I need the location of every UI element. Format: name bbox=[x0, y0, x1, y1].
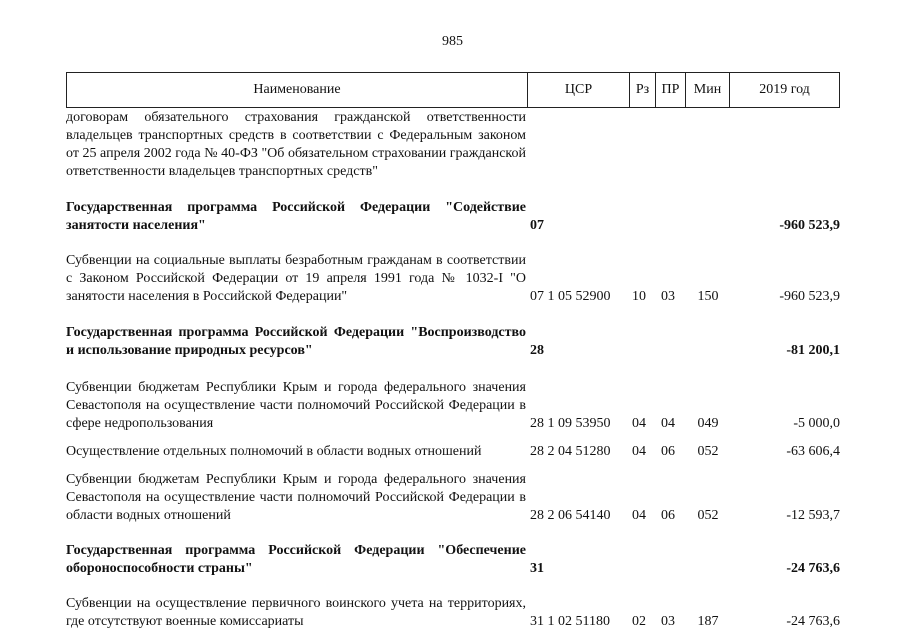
row-name: Государственная программа Российской Федерации "Обеспечение обороноспособности страны" bbox=[66, 543, 526, 576]
row-min: 150 bbox=[697, 289, 719, 304]
row-sum: -81 200,1 bbox=[786, 343, 840, 358]
table-row bbox=[66, 595, 840, 631]
row-pr: 03 bbox=[661, 289, 675, 304]
row-sum: -12 593,7 bbox=[786, 508, 840, 523]
table-row bbox=[66, 199, 840, 235]
table-row bbox=[66, 324, 840, 360]
row-sum: -960 523,9 bbox=[779, 289, 840, 304]
table-header bbox=[66, 72, 840, 108]
row-pr: 03 bbox=[661, 614, 675, 629]
row-name: Государственная программа Российской Федерации "Воспроизводство и использование природных ресурсов" bbox=[66, 325, 526, 358]
row-csr: 07 1 05 52900 bbox=[530, 289, 611, 304]
row-name: Субвенции бюджетам Республики Крым и города федерального значения Севастополя на осуществление части полномочий Российской Федерации в сфере недропользования bbox=[66, 380, 526, 431]
row-sum: -5 000,0 bbox=[793, 416, 840, 431]
row-name: Осуществление отдельных полномочий в области водных отношений bbox=[66, 444, 482, 459]
row-csr: 28 1 09 53950 bbox=[530, 416, 611, 431]
row-csr: 31 1 02 51180 bbox=[530, 614, 610, 629]
row-min: 052 bbox=[697, 508, 719, 523]
row-sum: -960 523,9 bbox=[779, 218, 840, 233]
header-rz: Рз bbox=[629, 73, 655, 107]
row-rz: 10 bbox=[632, 289, 646, 304]
table-row bbox=[66, 443, 840, 461]
table-row bbox=[66, 471, 840, 525]
row-csr: 31 bbox=[530, 561, 544, 576]
row-pr: 06 bbox=[661, 444, 675, 459]
row-sum: -63 606,4 bbox=[786, 444, 840, 459]
row-pr: 04 bbox=[661, 416, 675, 431]
page-number: 985 bbox=[442, 34, 463, 49]
table-row bbox=[66, 109, 840, 181]
header-pr: ПР bbox=[655, 73, 685, 107]
table-row bbox=[66, 252, 840, 306]
row-sum: -24 763,6 bbox=[786, 614, 840, 629]
row-rz: 04 bbox=[632, 508, 646, 523]
row-name: договорам обязательного страхования гражданской ответственности владельцев транспортных средств в соответствии с Федеральным законом от 25 апреля 2002 года № 40-ФЗ "Об обязательном страховании гражданской ответственности владельцев транспортных средств" bbox=[66, 110, 526, 179]
row-csr: 28 bbox=[530, 343, 544, 358]
row-min: 052 bbox=[697, 444, 719, 459]
row-rz: 02 bbox=[632, 614, 646, 629]
table-row bbox=[66, 379, 840, 433]
row-csr: 28 2 04 51280 bbox=[530, 444, 611, 459]
row-pr: 06 bbox=[661, 508, 675, 523]
row-rz: 04 bbox=[632, 444, 646, 459]
row-sum: -24 763,6 bbox=[786, 561, 840, 576]
row-name: Государственная программа Российской Федерации "Содействие занятости населения" bbox=[66, 200, 526, 233]
row-name: Субвенции на социальные выплаты безработным гражданам в соответствии с Законом Российской Федерации от 19 апреля 1991 года № 1032-I "О занятости населения в Российской Федерации" bbox=[66, 253, 526, 304]
row-csr: 07 bbox=[530, 218, 544, 233]
header-min: Мин bbox=[685, 73, 729, 107]
row-min: 187 bbox=[697, 614, 719, 629]
table-body bbox=[66, 109, 840, 631]
row-name: Субвенции на осуществление первичного воинского учета на территориях, где отсутствуют военные комиссариаты bbox=[66, 596, 526, 629]
row-name: Субвенции бюджетам Республики Крым и города федерального значения Севастополя на осуществление части полномочий Российской Федерации в области водных отношений bbox=[66, 472, 526, 523]
header-year: 2019 год bbox=[729, 73, 839, 107]
row-csr: 28 2 06 54140 bbox=[530, 508, 611, 523]
row-min: 049 bbox=[697, 416, 719, 431]
table-row bbox=[66, 542, 840, 578]
row-rz: 04 bbox=[632, 416, 646, 431]
header-name: Наименование bbox=[253, 82, 341, 97]
header-csr: ЦСР bbox=[527, 73, 629, 107]
